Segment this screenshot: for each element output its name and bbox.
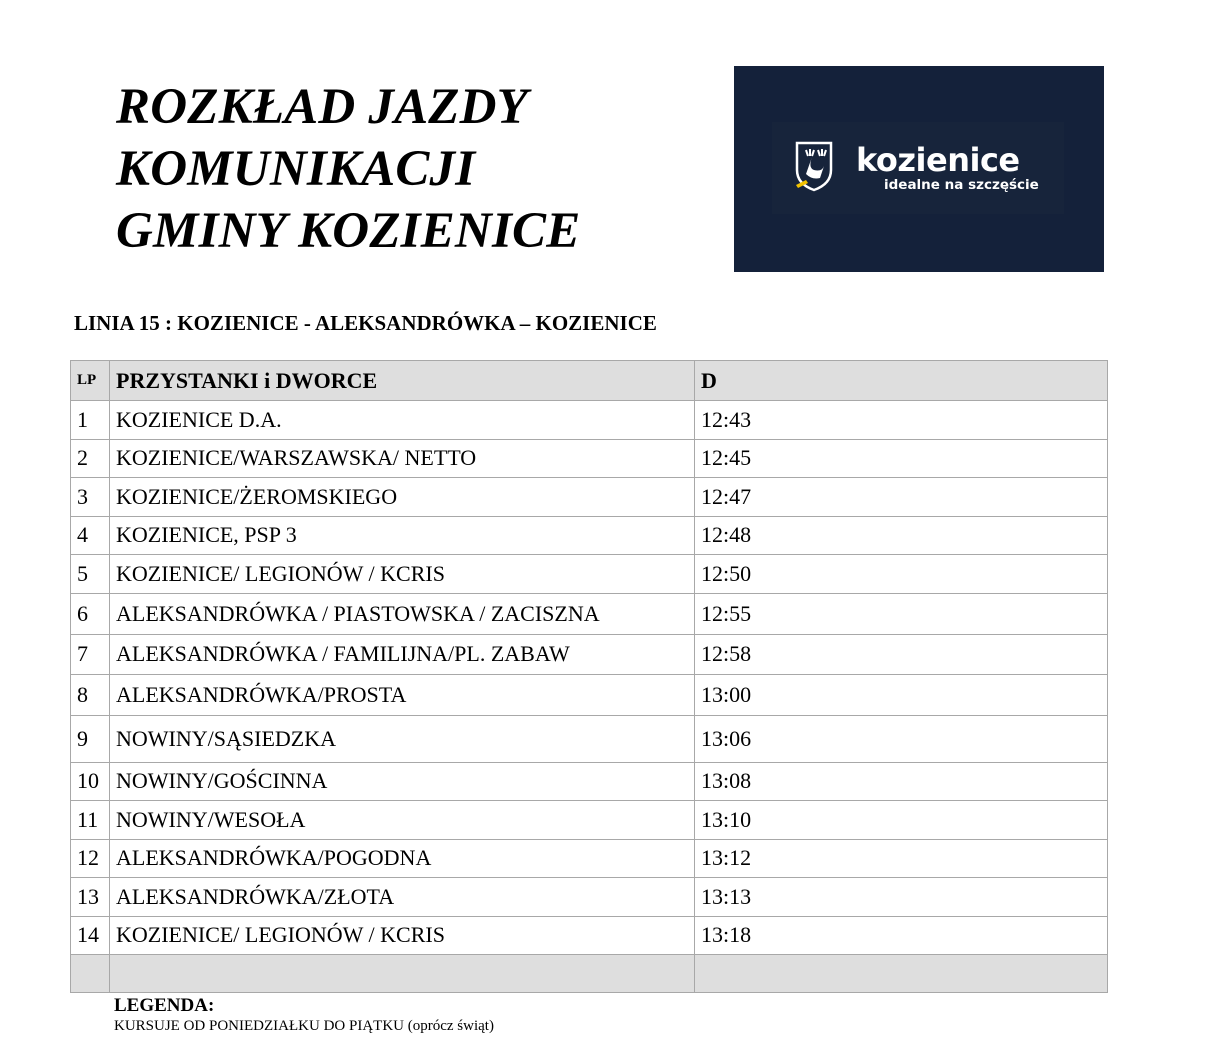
table-row (71, 478, 1108, 517)
row-stop: ALEKSANDRÓWKA/POGODNA (110, 839, 695, 878)
page-title (116, 76, 580, 262)
row-stop: ALEKSANDRÓWKA/ZŁOTA (110, 878, 695, 917)
row-lp: 12 (71, 839, 110, 878)
row-lp: 1 (71, 401, 110, 440)
row-lp: 10 (71, 762, 110, 801)
deer-shield-icon (794, 140, 834, 192)
row-time: 13:00 (695, 674, 1108, 715)
row-stop: KOZIENICE/WARSZAWSKA/ NETTO (110, 439, 695, 478)
logo-brand: kozienice (856, 141, 1020, 179)
table-header-row (71, 361, 1108, 401)
row-lp: 14 (71, 916, 110, 955)
row-stop: KOZIENICE D.A. (110, 401, 695, 440)
table-row (71, 516, 1108, 555)
table-row (71, 878, 1108, 917)
header-time: D (695, 361, 1108, 401)
table-row (71, 401, 1108, 440)
row-time: 12:47 (695, 478, 1108, 517)
table-row (71, 762, 1108, 801)
row-stop: KOZIENICE/ŻEROMSKIEGO (110, 478, 695, 517)
row-time: 12:48 (695, 516, 1108, 555)
footer-cell (71, 955, 110, 993)
row-time: 12:43 (695, 401, 1108, 440)
row-time: 13:12 (695, 839, 1108, 878)
row-time: 12:45 (695, 439, 1108, 478)
kozienice-logo (734, 66, 1104, 272)
row-lp: 6 (71, 593, 110, 634)
row-time: 13:18 (695, 916, 1108, 955)
table-row (71, 839, 1108, 878)
row-stop: NOWINY/SĄSIEDZKA (110, 715, 695, 762)
row-stop: KOZIENICE/ LEGIONÓW / KCRIS (110, 916, 695, 955)
row-stop: ALEKSANDRÓWKA / PIASTOWSKA / ZACISZNA (110, 593, 695, 634)
row-time: 12:55 (695, 593, 1108, 634)
row-lp: 9 (71, 715, 110, 762)
logo-tagline: idealne na szczęście (884, 177, 1039, 193)
table-row (71, 916, 1108, 955)
table-row (71, 555, 1108, 594)
row-stop: ALEKSANDRÓWKA/PROSTA (110, 674, 695, 715)
row-lp: 13 (71, 878, 110, 917)
row-time: 13:06 (695, 715, 1108, 762)
header-stops: PRZYSTANKI i DWORCE (110, 361, 695, 401)
title-line: KOMUNIKACJI (116, 141, 476, 197)
row-lp: 3 (71, 478, 110, 517)
row-time: 13:13 (695, 878, 1108, 917)
table-row (71, 634, 1108, 674)
row-stop: NOWINY/GOŚCINNA (110, 762, 695, 801)
title-line: ROZKŁAD JAZDY (116, 79, 529, 135)
header-lp: LP (71, 361, 110, 401)
row-time: 12:50 (695, 555, 1108, 594)
footer-cell (110, 955, 695, 993)
row-lp: 7 (71, 634, 110, 674)
legend (114, 995, 494, 1035)
table-row (71, 593, 1108, 634)
row-time: 12:58 (695, 634, 1108, 674)
table-row (71, 801, 1108, 840)
row-stop: ALEKSANDRÓWKA / FAMILIJNA/PL. ZABAW (110, 634, 695, 674)
title-line: GMINY KOZIENICE (116, 203, 581, 259)
line-title: LINIA 15 : KOZIENICE - ALEKSANDRÓWKA – KOZIENICE (74, 311, 657, 335)
table-row (71, 439, 1108, 478)
logo-panel (772, 122, 1064, 214)
row-time: 13:08 (695, 762, 1108, 801)
row-lp: 2 (71, 439, 110, 478)
row-stop: KOZIENICE, PSP 3 (110, 516, 695, 555)
row-lp: 11 (71, 801, 110, 840)
row-stop: KOZIENICE/ LEGIONÓW / KCRIS (110, 555, 695, 594)
legend-title: LEGENDA: (114, 995, 215, 1016)
timetable (70, 360, 1108, 993)
row-lp: 4 (71, 516, 110, 555)
row-stop: NOWINY/WESOŁA (110, 801, 695, 840)
table-footer-row (71, 955, 1108, 993)
table-row (71, 674, 1108, 715)
table-row (71, 715, 1108, 762)
footer-cell (695, 955, 1108, 993)
legend-text: KURSUJE OD PONIEDZIAŁKU DO PIĄTKU (oprócz świąt) (114, 1018, 494, 1034)
row-time: 13:10 (695, 801, 1108, 840)
row-lp: 8 (71, 674, 110, 715)
row-lp: 5 (71, 555, 110, 594)
